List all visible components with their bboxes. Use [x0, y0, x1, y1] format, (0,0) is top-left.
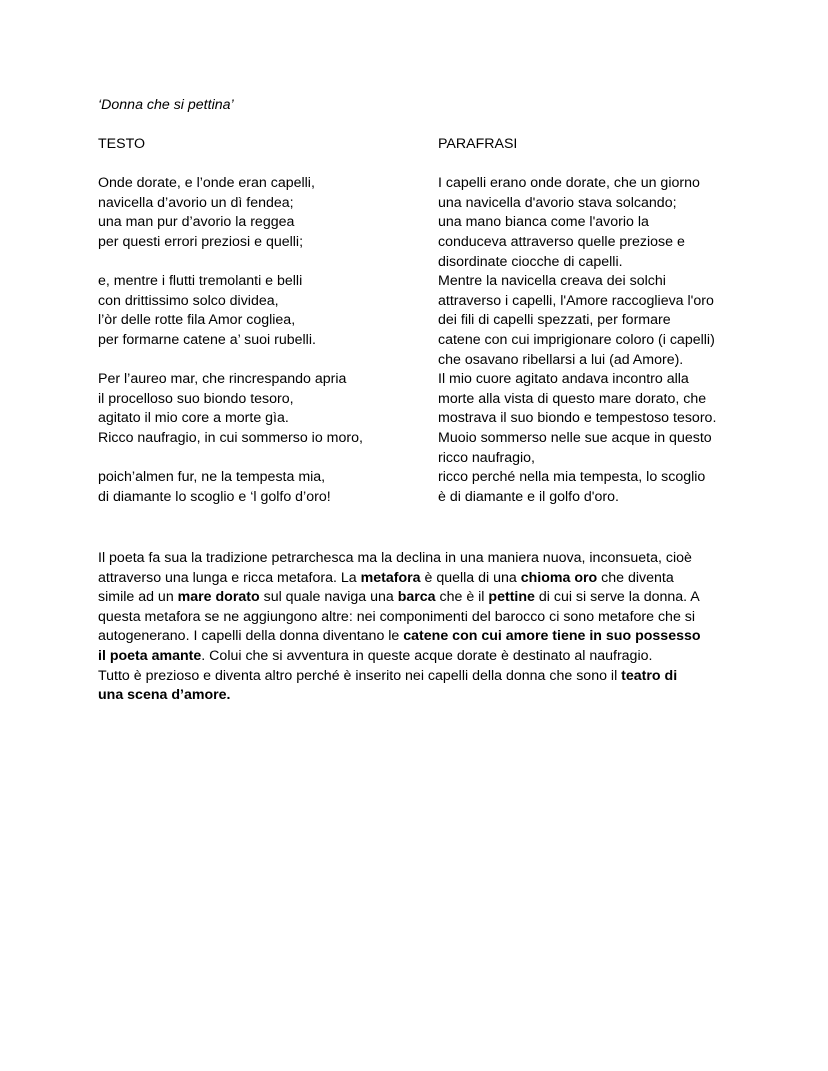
- commentary-paragraph: [98, 549, 738, 706]
- commentary-text: Il poeta fa sua la tradizione petrarchesca ma la declina in una maniera nuova, inconsueta, cioè: [98, 550, 692, 566]
- parafrasi-line: attraverso i capelli, l'Amore raccoglieva l'oro: [438, 292, 714, 309]
- stanza-gap: [98, 351, 418, 371]
- parafrasi-line: morte alla vista di questo mare dorato, che: [438, 390, 707, 407]
- poem-title: ‘Donna che si pettina’: [98, 97, 234, 113]
- parafrasi-line: disordinate ciocche di capelli.: [438, 253, 623, 270]
- commentary-text: attraverso una lunga e ricca metafora. La: [98, 569, 361, 586]
- commentary-text: questa metafora se ne aggiungono altre: nei componimenti del barocco ci sono metafore che si: [98, 608, 696, 625]
- commentary-text: simile ad un: [98, 589, 178, 606]
- commentary-line: [98, 627, 738, 647]
- parafrasi-line: Il mio cuore agitato andava incontro alla: [438, 371, 689, 388]
- testo-line: poich’almen fur, ne la tempesta mia,: [98, 469, 326, 486]
- commentary-bold: il poeta amante: [98, 647, 202, 664]
- commentary-line: [98, 667, 738, 687]
- testo-line: di diamante lo scoglio e ‘l golfo d’oro!: [98, 488, 331, 505]
- stanza-gap: [98, 253, 418, 273]
- testo-line: Ricco naufragio, in cui sommerso io moro,: [98, 429, 363, 446]
- parafrasi-line: Mentre la navicella creava dei solchi: [438, 273, 666, 290]
- testo-line: il procelloso suo biondo tesoro,: [98, 390, 294, 407]
- parafrasi-header: PARAFRASI: [438, 136, 518, 152]
- testo-line: con drittissimo solco dividea,: [98, 292, 279, 309]
- parafrasi-line: dei fili di capelli spezzati, per formare: [438, 312, 671, 329]
- commentary-line: [98, 608, 738, 628]
- testo-line: e, mentre i flutti tremolanti e belli: [98, 273, 303, 290]
- testo-line: per formarne catene a’ suoi rubelli.: [98, 331, 316, 348]
- commentary-text: autogenerano. I capelli della donna diventano le: [98, 628, 404, 645]
- parafrasi-line: conduceva attraverso quelle preziose e: [438, 233, 685, 250]
- parafrasi-line: una mano bianca come l'avorio la: [438, 214, 649, 231]
- testo-line: l’òr delle rotte fila Amor cogliea,: [98, 312, 296, 329]
- testo-line: Per l’aureo mar, che rincrespando apria: [98, 371, 347, 388]
- commentary-line: [98, 686, 738, 706]
- parafrasi-line: catene con cui imprigionare coloro (i capelli): [438, 331, 715, 348]
- commentary-bold: barca: [397, 589, 436, 606]
- commentary-text: Tutto è prezioso e diventa altro perché è inserito nei capelli della donna che sono il: [98, 667, 622, 684]
- commentary-text: che diventa: [597, 569, 674, 586]
- parafrasi-line: è di diamante e il golfo d'oro.: [438, 488, 619, 505]
- testo-column: [98, 135, 418, 507]
- testo-line: Onde dorate, e l’onde eran capelli,: [98, 175, 315, 192]
- commentary-bold: una scena d’amore.: [98, 687, 231, 704]
- parafrasi-line: ricco perché nella mia tempesta, lo scoglio: [438, 469, 706, 486]
- commentary-bold: teatro di: [621, 667, 678, 684]
- testo-header: TESTO: [98, 136, 146, 152]
- commentary-bold: chioma oro: [520, 569, 598, 586]
- parafrasi-line: una navicella d'avorio stava solcando;: [438, 194, 677, 211]
- commentary-text: è quella di una: [420, 569, 521, 586]
- parafrasi-line: che osavano ribellarsi a lui (ad Amore).: [438, 351, 684, 368]
- stanza-gap: [98, 449, 418, 469]
- parafrasi-line: I capelli erano onde dorate, che un giorno: [438, 175, 700, 192]
- commentary-bold: metafora: [360, 569, 421, 586]
- commentary-text: che è il: [435, 589, 489, 606]
- commentary-bold: mare dorato: [177, 589, 260, 606]
- commentary-line: [98, 647, 738, 667]
- commentary-bold: pettine: [488, 589, 535, 606]
- testo-line: una man pur d’avorio la reggea: [98, 214, 295, 231]
- commentary-line: [98, 569, 738, 589]
- parafrasi-column: [438, 135, 738, 507]
- commentary-line: [98, 549, 738, 569]
- testo-line: navicella d’avorio un dì fendea;: [98, 194, 294, 211]
- commentary-bold: catene con cui amore tiene in suo possesso: [403, 628, 701, 645]
- commentary-text: sul quale naviga una: [259, 589, 398, 606]
- parafrasi-line: Muoio sommerso nelle sue acque in questo: [438, 429, 712, 446]
- commentary-line: [98, 588, 738, 608]
- parafrasi-line: ricco naufragio,: [438, 449, 535, 466]
- commentary-text: . Colui che si avventura in queste acque dorate è destinato al naufragio.: [201, 647, 653, 664]
- testo-line: agitato il mio core a morte gìa.: [98, 410, 289, 427]
- commentary-text: di cui si serve la donna. A: [534, 589, 700, 606]
- testo-line: per questi errori preziosi e quelli;: [98, 233, 304, 250]
- parafrasi-line: mostrava il suo biondo e tempestoso tesoro.: [438, 410, 717, 427]
